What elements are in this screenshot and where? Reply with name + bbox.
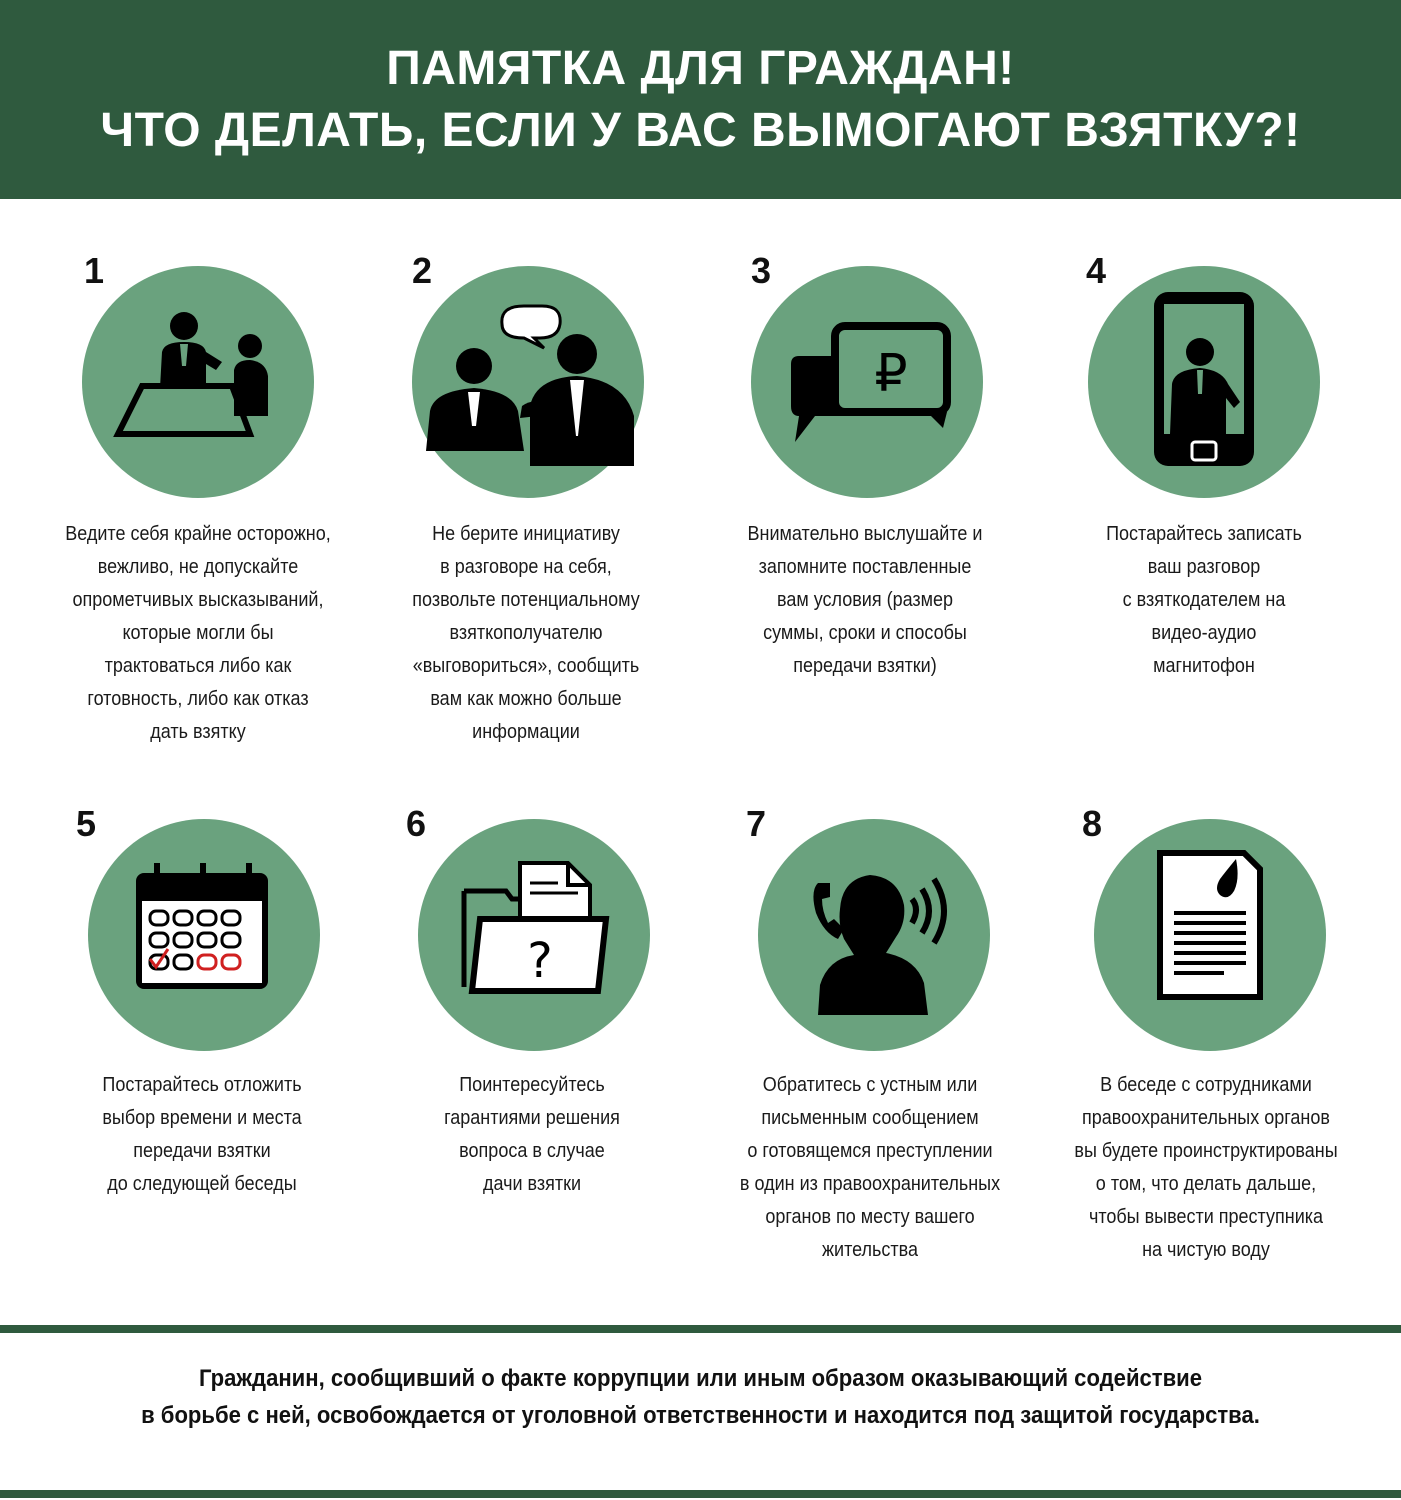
step-number: 5 — [76, 803, 97, 844]
header-banner — [0, 0, 1401, 199]
step-icon-circle — [412, 266, 644, 498]
step-description: Не берите инициативу в разговоре на себя, позвольте потенциальному взяткополучателю «выговориться», сообщить вам как можно больше информации — [412, 523, 640, 743]
step-description: Постарайтесь отложить выбор времени и места передачи взятки до следующей беседы — [102, 1074, 302, 1195]
step-icon-circle — [88, 819, 320, 1051]
phone-recording-icon — [1088, 266, 1320, 498]
footer-line-1: Гражданин, сообщивший о факте коррупции или иным образом оказывающий содействие — [198, 1365, 1203, 1392]
step-description: Постарайтесь записать ваш разговор с взяткодателем на видео-аудио магнитофон — [1106, 523, 1302, 677]
step-description: Внимательно выслушайте и запомните поставленные вам условия (размер суммы, сроки и способы передачи взятки) — [747, 523, 983, 677]
step-number: 8 — [1082, 803, 1103, 844]
step-icon-circle — [758, 819, 990, 1051]
step-icon-circle — [751, 266, 983, 498]
footer-bottom-divider — [0, 1490, 1401, 1498]
calendar-icon — [88, 819, 320, 1051]
step-description: Ведите себя крайне осторожно, вежливо, не допускайте опрометчивых высказываний, которые могли бы трактоваться либо как готовность, либо как отказ дать взятку — [65, 523, 331, 743]
step-icon-circle — [1088, 266, 1320, 498]
step-icon-circle — [1094, 819, 1326, 1051]
step-number: 4 — [1086, 250, 1107, 291]
step-icon-circle — [418, 819, 650, 1051]
page-title-line-1: ПАМЯТКА ДЛЯ ГРАЖДАН! — [386, 41, 1015, 95]
step-number: 3 — [751, 250, 772, 291]
step-number: 1 — [84, 250, 105, 291]
step-number: 2 — [412, 250, 433, 291]
page-title-line-2: ЧТО ДЕЛАТЬ, ЕСЛИ У ВАС ВЫМОГАЮТ ВЗЯТКУ?! — [100, 103, 1301, 157]
ruble-speech-bubble-icon — [751, 266, 983, 498]
svg-text:?: ? — [527, 933, 553, 989]
conversation-icon — [412, 266, 644, 498]
step-description: В беседе с сотрудниками правоохранительных органов вы будете проинструктированы о том, что делать дальше, чтобы вывести преступника на чистую воду — [1074, 1074, 1338, 1261]
step-number: 7 — [746, 803, 767, 844]
footer-line-2: в борьбе с ней, освобождается от уголовной ответственности и находится под защитой государства. — [141, 1402, 1260, 1429]
svg-text:₽: ₽ — [874, 344, 908, 404]
folder-question-icon — [418, 819, 650, 1051]
footer-top-divider — [0, 1325, 1401, 1333]
step-icon-circle — [82, 266, 314, 498]
footer-note — [0, 1360, 1401, 1434]
phone-call-icon — [758, 819, 990, 1051]
step-number: 6 — [406, 803, 427, 844]
meeting-table-icon — [82, 266, 314, 498]
step-description: Поинтересуйтесь гарантиями решения вопроса в случае дачи взятки — [444, 1074, 620, 1195]
step-description: Обратитесь с устным или письменным сообщением о готовящемся преступлении в один из правоохранительных органов по месту вашего жительства — [739, 1074, 1001, 1261]
document-icon — [1094, 819, 1326, 1051]
